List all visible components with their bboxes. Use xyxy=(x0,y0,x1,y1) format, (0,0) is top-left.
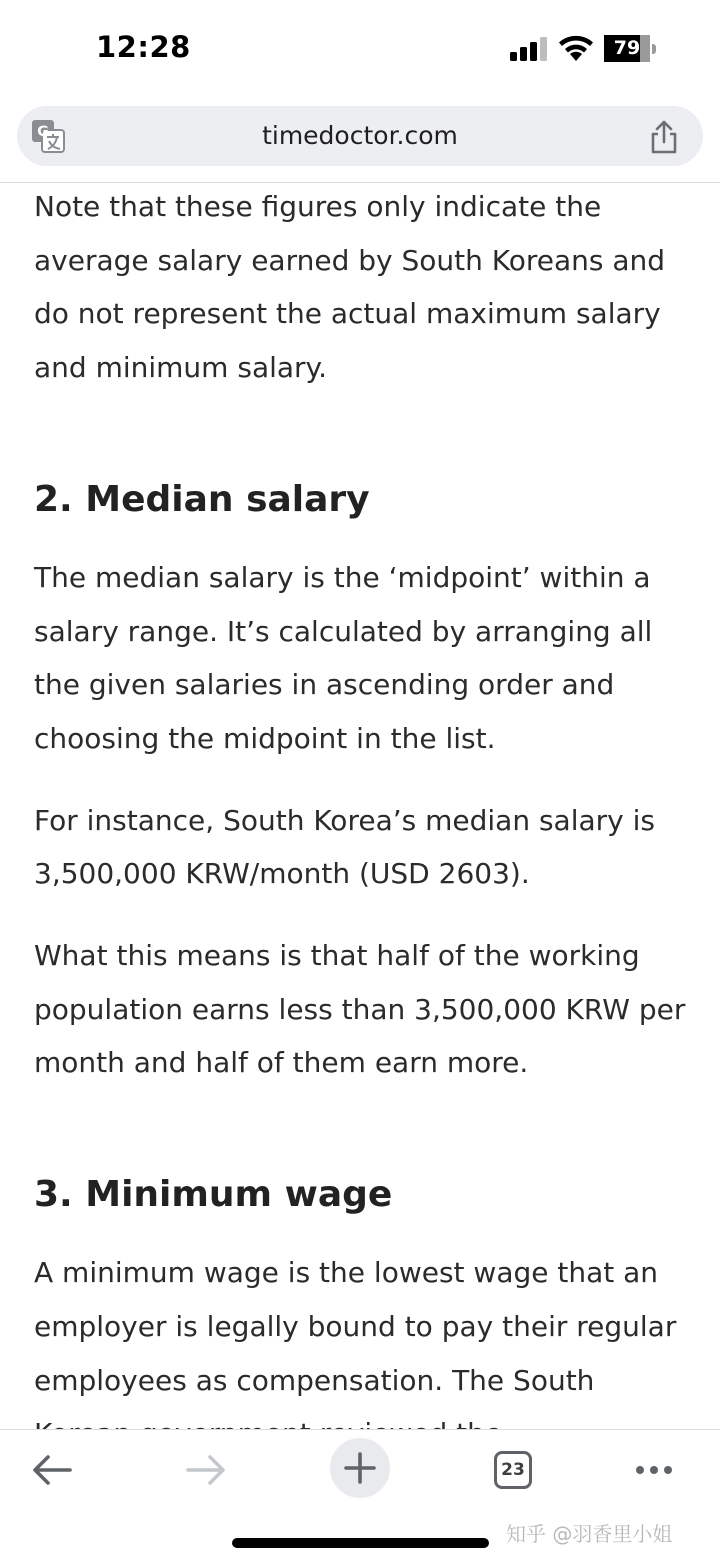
article-paragraph: Note that these figures only indicate the average salary earned by South Koreans and do not represent the actual maximum salary and minimum salary. xyxy=(34,190,666,385)
share-icon[interactable] xyxy=(649,120,679,154)
more-menu-button[interactable] xyxy=(622,1438,686,1502)
tab-count: 23 xyxy=(494,1451,532,1489)
back-button[interactable] xyxy=(20,1438,84,1502)
article-paragraph: A minimum wage is the lowest wage that an employer is legally bound to pay their regular employees as compensation. The South xyxy=(34,1256,677,1397)
cellular-signal-icon xyxy=(510,37,548,61)
section-heading-minimum-wage: 3. Minimum wage xyxy=(34,1174,393,1216)
watermark: 知乎 @羽香里小姐 xyxy=(506,1522,673,1546)
status-bar xyxy=(0,0,720,96)
section-heading-median-salary: 2. Median salary xyxy=(34,478,370,520)
forward-button[interactable] xyxy=(174,1438,238,1502)
tab-switcher-button[interactable] xyxy=(481,1438,545,1502)
svg-text:G: G xyxy=(37,124,49,140)
new-tab-button[interactable] xyxy=(330,1438,390,1498)
wifi-icon xyxy=(558,34,594,61)
url-text[interactable]: timedoctor.com xyxy=(262,121,458,150)
back-arrow-icon xyxy=(20,1438,84,1502)
address-bar[interactable] xyxy=(17,106,703,166)
home-indicator xyxy=(232,1538,489,1548)
battery-indicator xyxy=(604,35,656,62)
forward-arrow-icon xyxy=(174,1438,238,1502)
article-paragraph: What this means is that half of the working population earns less than 3,500,000 KRW per month and half of them earn more. xyxy=(34,939,686,1080)
battery-level: 79 xyxy=(613,37,641,59)
article-paragraph: The median salary is the ‘midpoint’ within a salary range. It’s calculated by arranging all the given salaries in ascending order and choosing the midpoint in the list. xyxy=(34,560,653,755)
more-icon xyxy=(622,1438,686,1502)
article-content xyxy=(34,183,694,1429)
translate-icon[interactable] xyxy=(31,119,65,153)
status-time: 12:28 xyxy=(96,30,191,64)
plus-icon xyxy=(330,1438,390,1498)
article-paragraph: For instance, South Korea’s median salary is 3,500,000 KRW/month (USD 2603). xyxy=(34,803,656,891)
